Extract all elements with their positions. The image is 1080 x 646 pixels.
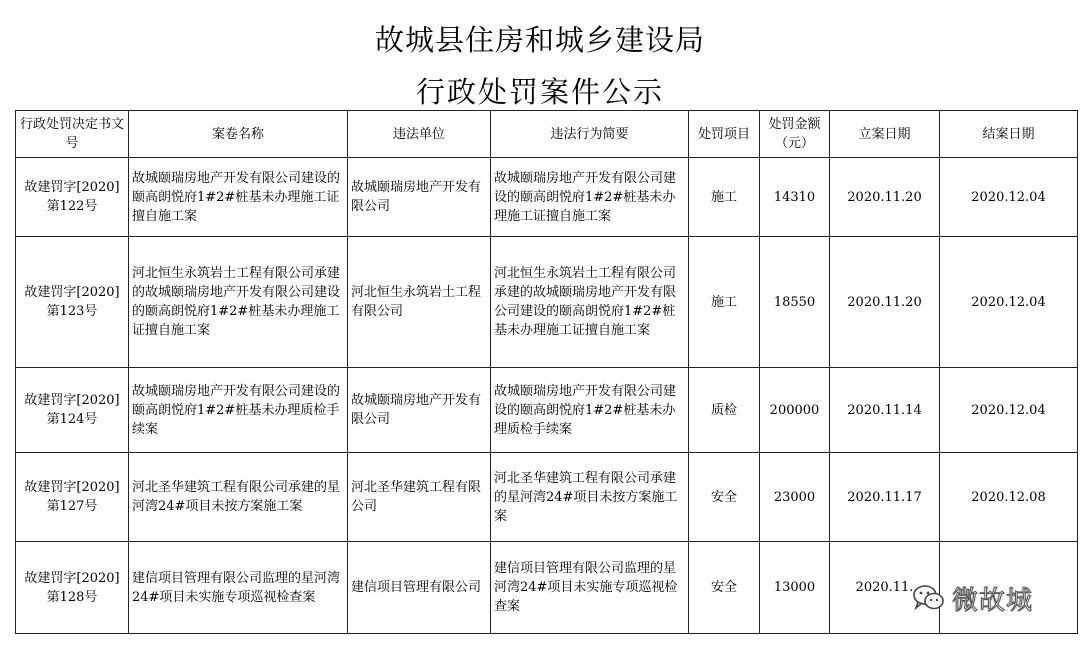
cell-name: 河北圣华建筑工程有限公司承建的星河湾24#项目未按方案施工案 — [129, 453, 348, 542]
cell-name: 故城颐瑞房地产开发有限公司建设的颐高朗悦府1#2#桩基未办理施工证擅自施工案 — [129, 158, 348, 237]
cell-desc: 河北圣华建筑工程有限公司承建的星河湾24#项目未按方案施工案 — [491, 453, 689, 542]
cell-type: 施工 — [689, 158, 760, 237]
cell-unit: 建信项目管理有限公司 — [348, 542, 491, 634]
cell-doc: 故建罚字[2020]第127号 — [16, 453, 129, 542]
table-row — [16, 368, 1078, 453]
cell-doc: 故建罚字[2020]第123号 — [16, 237, 129, 368]
cell-end-date: 2020.12.08 — [940, 453, 1078, 542]
cell-end-date: 2020.12.04 — [940, 158, 1078, 237]
cell-start-date: 2020.11.20 — [830, 237, 940, 368]
header-amount: 处罚金额（元） — [760, 111, 830, 158]
cell-unit: 故城颐瑞房地产开发有限公司 — [348, 368, 491, 453]
cell-amount: 23000 — [760, 453, 830, 542]
cell-amount: 14310 — [760, 158, 830, 237]
cell-end-date: 2020.12.04 — [940, 237, 1078, 368]
cell-unit: 河北恒生永筑岩土工程有限公司 — [348, 237, 491, 368]
cell-amount: 18550 — [760, 237, 830, 368]
cell-end-date: 2020.12.04 — [940, 368, 1078, 453]
notice-title: 行政处罚案件公示 — [415, 75, 664, 109]
header-name: 案卷名称 — [129, 111, 348, 158]
cell-doc: 故建罚字[2020]第124号 — [16, 368, 129, 453]
cell-name: 河北恒生永筑岩土工程有限公司承建的故城颐瑞房地产开发有限公司建设的颐高朗悦府1#2#桩基未办理施工证擅自施工案 — [129, 237, 348, 368]
cell-type: 安全 — [689, 453, 760, 542]
watermark-text: 微故城 — [952, 585, 1034, 616]
cell-desc: 建信项目管理有限公司监理的星河湾24#项目未实施专项巡视检查案 — [491, 542, 689, 634]
cell-start-date: 2020.11. — [830, 542, 940, 634]
cell-type: 安全 — [689, 542, 760, 634]
cell-name: 故城颐瑞房地产开发有限公司建设的颐高朗悦府1#2#桩基未办理质检手续案 — [129, 368, 348, 453]
cell-start-date: 2020.11.17 — [830, 453, 940, 542]
cell-name: 建信项目管理有限公司监理的星河湾24#项目未实施专项巡视检查案 — [129, 542, 348, 634]
cell-start-date: 2020.11.14 — [830, 368, 940, 453]
table-header-row — [16, 111, 1078, 158]
header-end-date: 结案日期 — [940, 111, 1078, 158]
watermark — [912, 578, 1072, 618]
header-desc: 违法行为简要 — [491, 111, 689, 158]
header-start-date: 立案日期 — [830, 111, 940, 158]
table-row — [16, 158, 1078, 237]
header-type: 处罚项目 — [689, 111, 760, 158]
header-doc: 行政处罚决定书文号 — [16, 111, 129, 158]
table-row — [16, 237, 1078, 368]
header-unit: 违法单位 — [348, 111, 491, 158]
wechat-icon — [912, 583, 946, 613]
cell-type: 质检 — [689, 368, 760, 453]
table-row — [16, 453, 1078, 542]
cell-doc: 故建罚字[2020]第122号 — [16, 158, 129, 237]
cell-desc: 故城颐瑞房地产开发有限公司建设的颐高朗悦府1#2#桩基未办理施工证擅自施工案 — [491, 158, 689, 237]
cell-unit: 河北圣华建筑工程有限公司 — [348, 453, 491, 542]
cell-desc: 故城颐瑞房地产开发有限公司建设的颐高朗悦府1#2#桩基未办理质检手续案 — [491, 368, 689, 453]
cell-type: 施工 — [689, 237, 760, 368]
agency-title: 故城县住房和城乡建设局 — [374, 23, 705, 57]
penalty-cases-table — [15, 110, 1078, 634]
cell-amount: 200000 — [760, 368, 830, 453]
cell-start-date: 2020.11.20 — [830, 158, 940, 237]
cell-desc: 河北恒生永筑岩土工程有限公司承建的故城颐瑞房地产开发有限公司建设的颐高朗悦府1#2#桩基未办理施工证擅自施工案 — [491, 237, 689, 368]
cell-unit: 故城颐瑞房地产开发有限公司 — [348, 158, 491, 237]
cell-amount: 13000 — [760, 542, 830, 634]
cell-doc: 故建罚字[2020]第128号 — [16, 542, 129, 634]
